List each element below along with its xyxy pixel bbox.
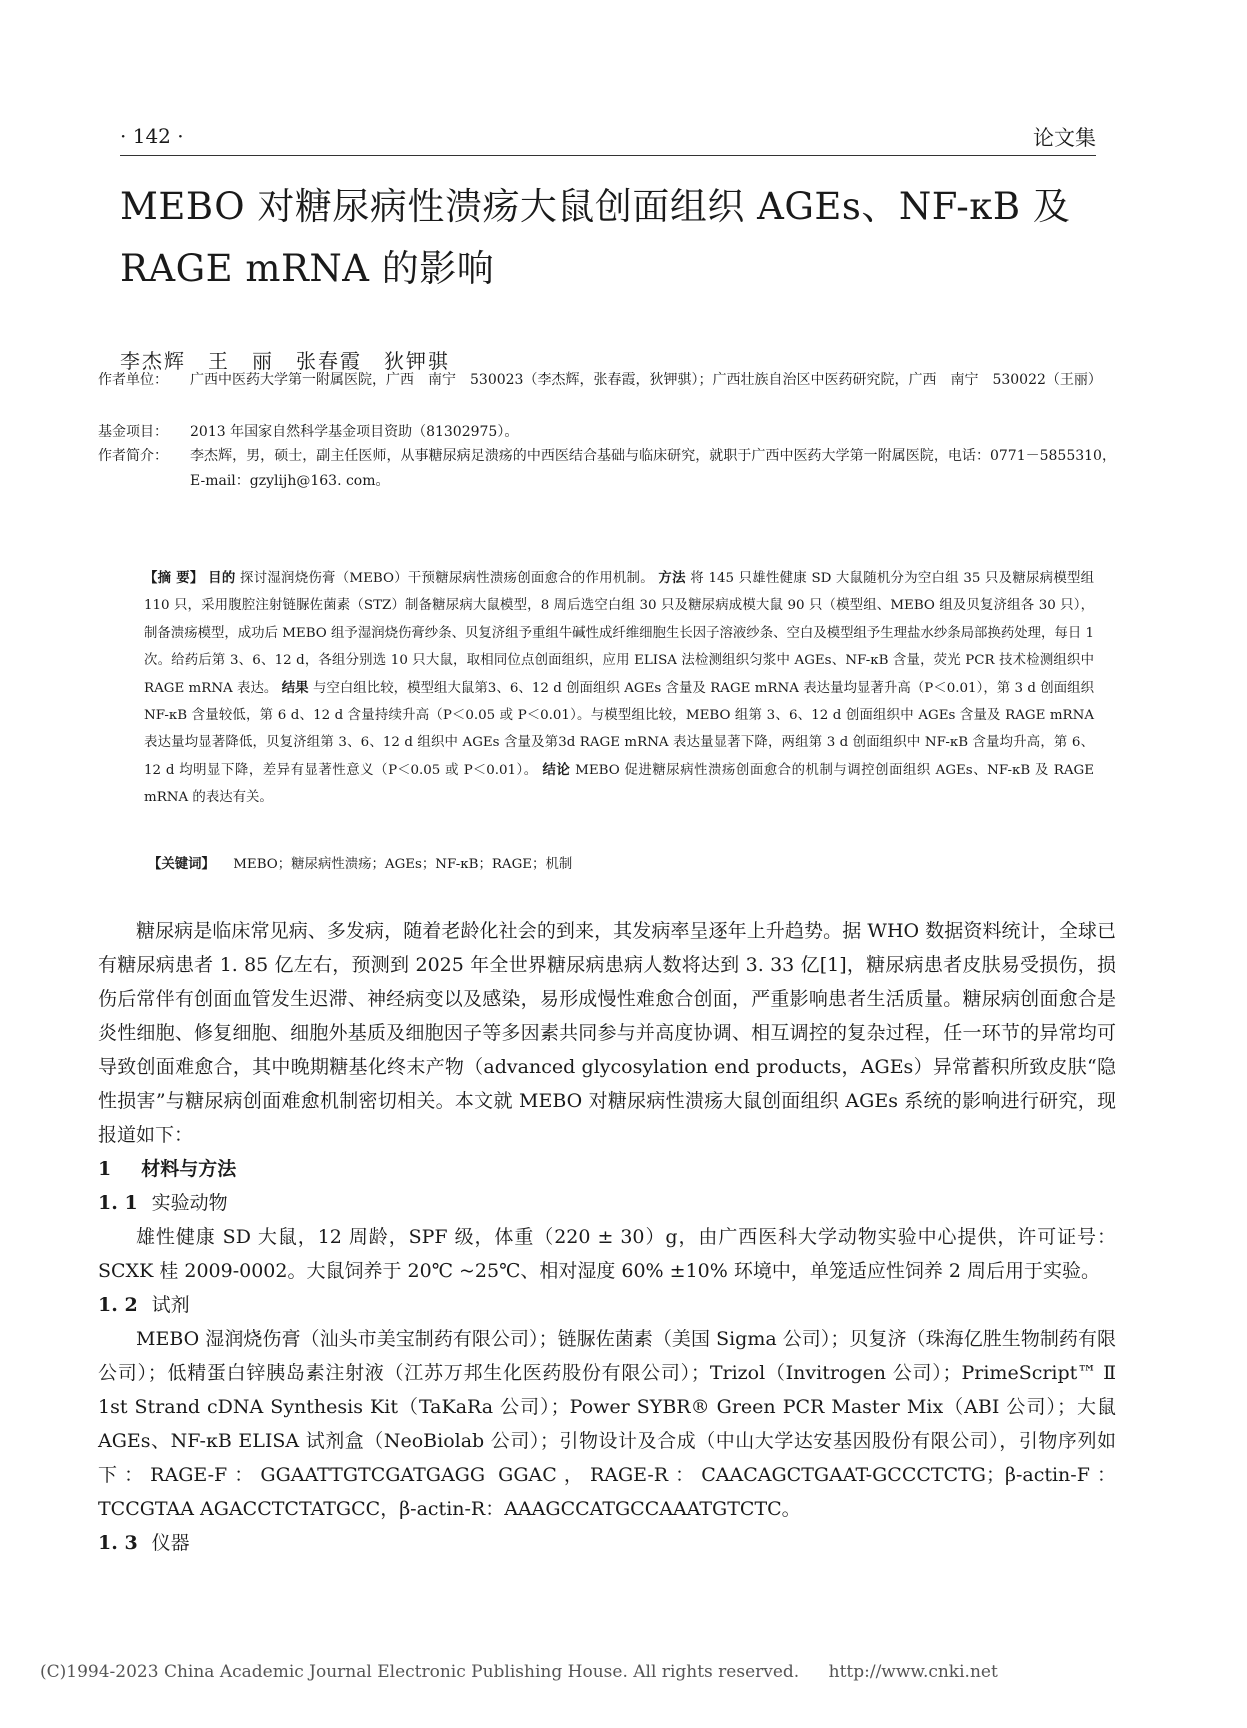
main-text bbox=[98, 914, 1116, 1560]
objective-label: 目的 bbox=[208, 570, 236, 586]
fund-text: 2013 年国家自然科学基金项目资助（81302975）。 bbox=[190, 424, 519, 440]
abstract bbox=[144, 565, 1094, 812]
paper-title: MEBO 对糖尿病性溃疡大鼠创面组织 AGEs、NF-κB 及 RAGE mRNA 的影响 bbox=[120, 185, 1071, 290]
section-number: 1 bbox=[98, 1158, 112, 1180]
fund-label: 基金项目： bbox=[98, 424, 168, 440]
subsection-title: 实验动物 bbox=[151, 1192, 228, 1214]
reagents-paragraph: MEBO 湿润烧伤膏（汕头市美宝制药有限公司）；链脲佐菌素（美国 Sigma 公司）；贝复济（珠海亿胜生物制药有限公司）；低精蛋白锌胰岛素注射液（江苏万邦生化医药股份有限公司）；Trizol（Invitrogen 公司）；PrimeScript™ Ⅱ 1st Strand cDNA Synthesis Kit（TaKaRa 公司）；Power SYBR® Green PCR Master Mix（ABI 公司）；大鼠 AGEs、NF-κB ELISA 试剂盒（NeoBiolab 公司）；引物设计及合成（中山大学达安基因股份有限公司），引物序列如下：RAGE-F：GGAATTGTCGATGAGG GGAC，RAGE-R：CAACAGCTGAAT-GCCCTCTG；β-actin-F：TCCGTAA AGACCTCTATGCC，β-actin-R：AAAGCCATGCCAAATGTCTC。 bbox=[98, 1328, 1116, 1520]
footer bbox=[40, 1662, 1040, 1682]
intro-paragraph: 糖尿病是临床常见病、多发病，随着老龄化社会的到来，其发病率呈逐年上升趋势。据 WHO 数据资料统计，全球已有糖尿病患者 1. 85 亿左右，预测到 2025 年全世界糖尿病患病人数将达到 3. 33 亿[1]，糖尿病患者皮肤易受损伤，损伤后常伴有创面血管发生迟滞、神经病变以及感染，易形成慢性难愈合创面，严重影响患者生活质量。糖尿病创面愈合是炎性细胞、修复细胞、细胞外基质及细胞因子等多因素共同参与并高度协调、相互调控的复杂过程，任一环节的异常均可导致创面难愈合，其中晚期糖基化终末产物（advanced glycosylation end products，AGEs）异常蓄积所致皮肤“隐性损害”与糖尿病创面难愈机制密切相关。本文就 MEBO 对糖尿病性溃疡大鼠创面组织 AGEs 系统的影响进行研究，现报道如下： bbox=[98, 920, 1116, 1146]
subsection-number: 1. 2 bbox=[98, 1294, 138, 1316]
conclusion-label: 结论 bbox=[542, 761, 571, 778]
affiliation bbox=[98, 368, 1116, 393]
subsection-title: 仪器 bbox=[151, 1532, 190, 1554]
abstract-label: 【摘 要】 bbox=[144, 570, 204, 586]
header-rule bbox=[120, 155, 1096, 156]
keywords bbox=[148, 853, 572, 872]
footer-url[interactable]: http://www.cnki.net bbox=[828, 1662, 998, 1682]
bio-label: 作者简介： bbox=[98, 448, 168, 464]
keywords-label: 【关键词】 bbox=[148, 856, 215, 872]
page-header bbox=[120, 118, 1096, 158]
keywords-text: MEBO；糖尿病性溃疡；AGEs；NF-κB；RAGE；机制 bbox=[233, 857, 573, 872]
copyright-text: (C)1994-2023 China Academic Journal Electronic Publishing House. All rights reserved. bbox=[40, 1662, 800, 1682]
result-text: 与空白组比较，模型组大鼠第3、6、12 d 创面组织 AGEs 含量及 RAGE mRNA 表达量均显著升高（P＜0.01），第 3 d 创面组织 NF-κB 含量较低，第 6 d、12 d 含量持续升高（P＜0.05 或 P＜0.01）。与模型组比较，MEBO 组第 3、6、12 d 创面组织中 AGEs 含量及 RAGE mRNA 表达量均显著降低，贝复济组第 3、6、12 d 组织中 AGEs 含量及第3d RAGE mRNA 表达量显著下降，两组第 3 d 创面组织中 NF-κB 含量均升高，第 6、12 d 均明显下降，差异有显著性意义（P＜0.05 或 P＜0.01）。 bbox=[144, 680, 1094, 778]
subsection-title: 试剂 bbox=[151, 1294, 190, 1316]
subsection-heading-1-3 bbox=[98, 1526, 1116, 1560]
subsection-heading-1-1 bbox=[98, 1186, 1116, 1220]
subsection-number: 1. 3 bbox=[98, 1532, 138, 1554]
objective-text: 探讨湿润烧伤膏（MEBO）干预糖尿病性溃疡创面愈合的作用机制。 bbox=[240, 571, 654, 586]
subsection-heading-1-2 bbox=[98, 1288, 1116, 1322]
affiliation-label: 作者单位： bbox=[98, 372, 168, 388]
journal-name: 论文集 bbox=[1033, 126, 1096, 150]
authors: 李杰辉 王 丽 张春霞 狄钾骐 bbox=[120, 349, 450, 373]
section-title: 材料与方法 bbox=[141, 1158, 237, 1180]
author-bio bbox=[98, 444, 1116, 494]
conclusion-text: MEBO 促进糖尿病性溃疡创面愈合的机制与调控创面组织 AGEs、NF-κB 及 RAGE mRNA 的表达有关。 bbox=[144, 762, 1094, 806]
bio-text: 李杰辉，男，硕士，副主任医师，从事糖尿病足溃疡的中西医结合基础与临床研究，就职于广西中医药大学第一附属医院，电话：0771－5855310，E-mail：gzylijh@163. com。 bbox=[190, 448, 1116, 489]
subsection-number: 1. 1 bbox=[98, 1192, 138, 1214]
method-text: 将 145 只雄性健康 SD 大鼠随机分为空白组 35 只及糖尿病模型组 110 只，采用腹腔注射链脲佐菌素（STZ）制备糖尿病大鼠模型，8 周后选空白组 30 只及糖尿病成模大鼠 90 只（模型组、MEBO 组及贝复济组各 30 只），制备溃疡模型，成功后 MEBO 组予湿润烧伤膏纱条、贝复济组予重组牛碱性成纤维细胞生长因子溶液纱条、空白及模型组予生理盐水纱条局部换药处理，每日 1 次。给药后第 3、6、12 d，各组分别选 10 只大鼠，取相同位点创面组织，应用 ELISA 法检测组织匀浆中 AGEs、NF-κB 含量，荧光 PCR 技术检测组织中 RAGE mRNA 表达。 bbox=[144, 571, 1095, 696]
fund bbox=[98, 420, 1116, 445]
page-number: · 142 · bbox=[120, 124, 184, 148]
affiliation-text: 广西中医药大学第一附属医院，广西 南宁 530023（李杰辉，张春霞，狄钾骐）；广西壮族自治区中医药研究院，广西 南宁 530022（王丽） bbox=[190, 372, 1102, 388]
method-label: 方法 bbox=[658, 570, 686, 586]
result-label: 结果 bbox=[281, 679, 309, 696]
section-heading-1 bbox=[98, 1152, 1116, 1186]
animals-paragraph: 雄性健康 SD 大鼠，12 周龄，SPF 级，体重（220 ± 30）g，由广西医科大学动物实验中心提供，许可证号：SCXK 桂 2009-0002。大鼠饲养于 20℃ ~25℃、相对湿度 60% ±10% 环境中，单笼适应性饲养 2 周后用于实验。 bbox=[98, 1226, 1116, 1282]
